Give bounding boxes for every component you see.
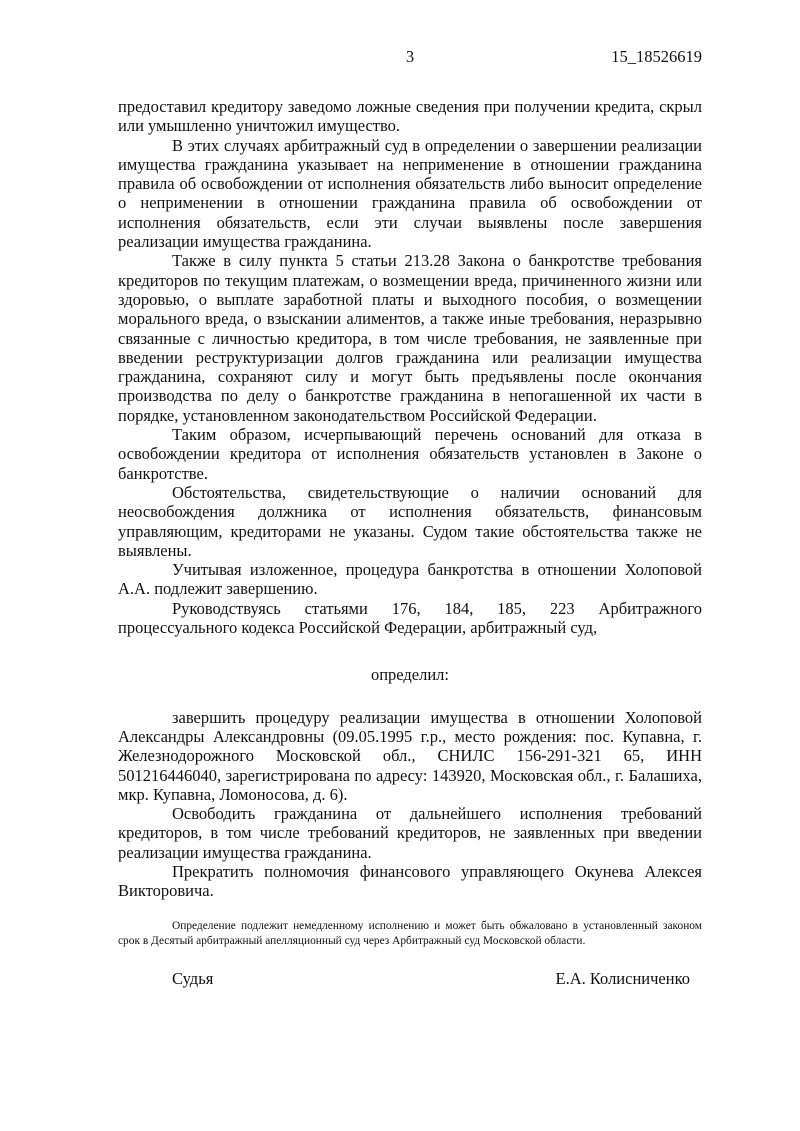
signature-block — [118, 969, 702, 991]
ruling-terminate-manager: Прекратить полномочия финансового управляющего Окунева Алексея Викторовича. — [118, 861, 702, 901]
document-body — [118, 97, 702, 991]
appeal-note: Определение подлежит немедленному исполнению и может быть обжаловано в установленный законом срок в Десятый арбитражный апелляционный суд через Арбитражный суд Московской области. — [118, 919, 702, 947]
case-number: 15_18526619 — [611, 47, 702, 66]
paragraph-exhaustive-list: Таким образом, исчерпывающий перечень оснований для отказа в освобождении кредитора от исполнения обязательств установлен в Законе о банкротстве. — [118, 425, 702, 483]
paragraph-non-application: В этих случаях арбитражный суд в определении о завершении реализации имущества гражданина указывает на неприменение в отношении гражданина правила об освобождении от исполнения обязательств либо выносит определение о неприменении в отношении гражданина правила об освобождении от исполнения обязательств, если эти случаи выявлены после завершения реализации имущества гражданина. — [118, 135, 702, 252]
paragraph-continuation: предоставил кредитору заведомо ложные сведения при получении кредита, скрыл или умышленно уничтожил имущество. — [118, 97, 702, 136]
decision-heading: определил: — [370, 665, 450, 685]
paragraph-conclusion: Учитывая изложенное, процедура банкротства в отношении Холоповой А.А. подлежит завершению. — [118, 560, 702, 599]
signature-name: Е.А. Колисниченко — [555, 968, 690, 988]
page-number: 3 — [405, 47, 415, 66]
paragraph-circumstances: Обстоятельства, свидетельствующие о наличии оснований для неосвобождения должника от исполнения обязательств, финансовым управляющим, кредиторами не указаны. Судом такие обстоятельства также не выявлены. — [118, 482, 702, 560]
signature-role: Судья — [172, 968, 214, 988]
paragraph-legal-basis: Руководствуясь статьями 176, 184, 185, 223 Арбитражного процессуального кодекса Российской Федерации, арбитражный суд, — [118, 598, 702, 638]
page-header — [118, 47, 702, 69]
paragraph-article-213-28: Также в силу пункта 5 статьи 213.28 Закона о банкротстве требования кредиторов по текущим платежам, о возмещении вреда, причиненного жизни или здоровью, о выплате заработной платы и выходного пособия, о возмещении морального вреда, о взыскании алиментов, а также иные требования, неразрывно связанные с личностью кредитора, в том числе требования, не заявленные при введении реструктуризации долгов гражданина или реализации имущества гражданина, сохраняют силу и могут быть предъявлены после окончания производства по делу о банкротстве гражданина в непогашенной их части в порядке, установленном законодательством Российской Федерации. — [118, 251, 702, 425]
ruling-release-obligations: Освободить гражданина от дальнейшего исполнения требований кредиторов, в том числе требований кредиторов, не заявленных при введении реализации имущества гражданина. — [118, 804, 702, 862]
ruling-complete-procedure: завершить процедуру реализации имущества в отношении Холоповой Александры Александровны (09.05.1995 г.р., место рождения: пос. Купавна, г. Железнодорожного Московской обл., СНИЛС 156-291-321 65, ИНН 501216446040, зарегистрирована по адресу: 143920, Московская обл., г. Балашиха, мкр. Купавна, Ломоносова, д. 6). — [118, 707, 702, 804]
